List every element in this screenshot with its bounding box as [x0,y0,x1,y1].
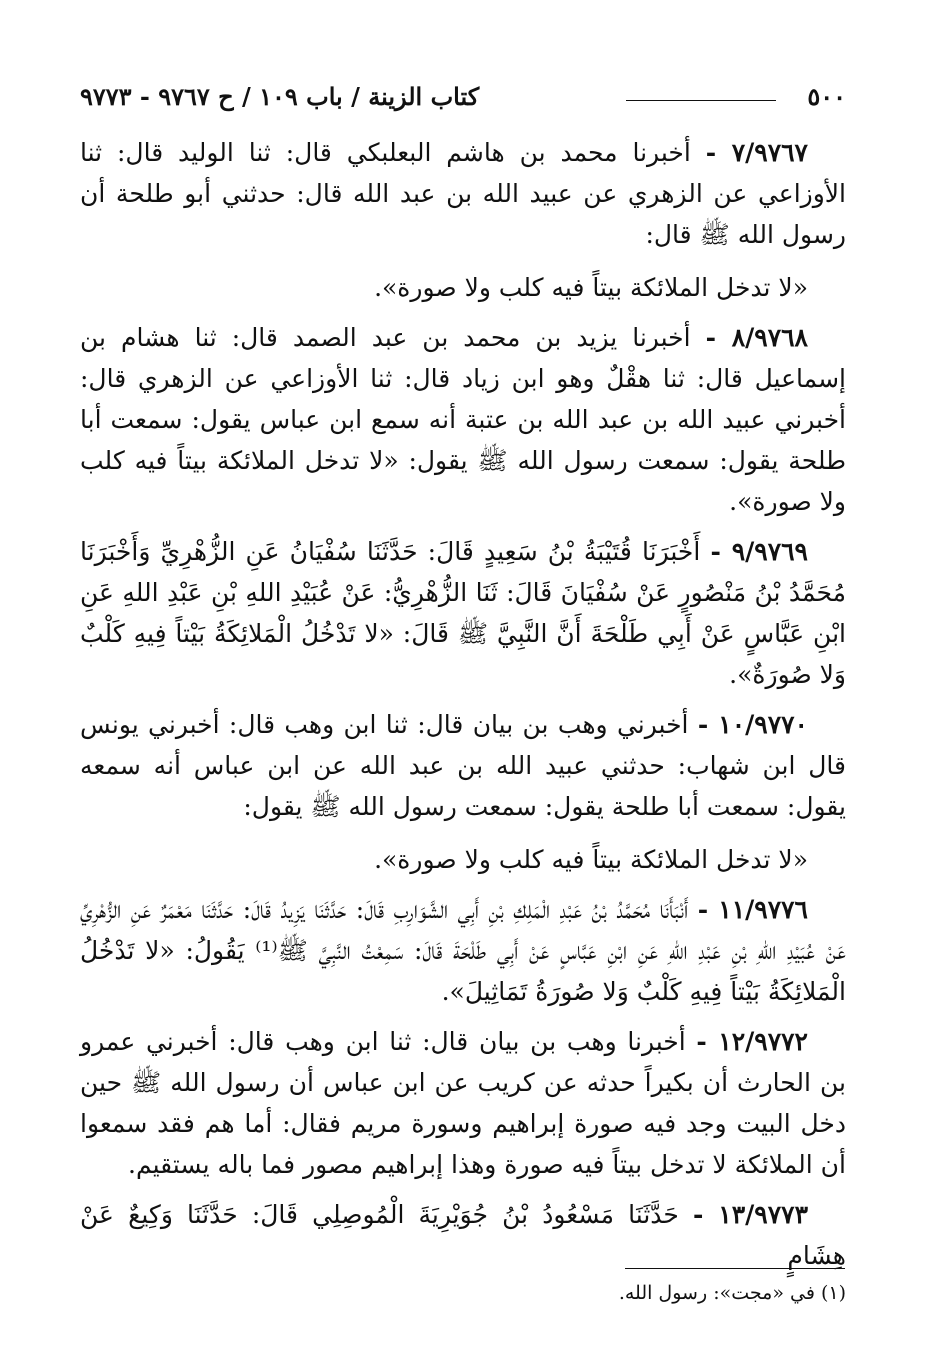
hadith-number: ٩/٩٧٦٩ - [710,537,808,566]
hadith-text: حَدَّثَنَا مَسْعُودُ بْنُ جُوَيْرِيَةَ الْمُوصِلِي قَالَ: حَدَّثَنَا وَكِيعٌ عَنْ هِشَامٍ [80,1200,846,1270]
hadith-text: أخبرنا يزيد بن محمد بن عبد الصمد قال: ثنا هشام بن إسماعيل قال: ثنا هقْلٌ وهو ابن زياد قال: ثنا الأوزاعي عن الزهري قال: أخبرني عبيد الله بن عبد الله بن عتبة أنه سمع ابن عباس يقول: سمعت أبا طلحة يقول: سمعت رسول الله ﷺ يقول: «لا تدخل الملائكة بيتاً فيه كلب ولا صورة». [80,323,846,516]
main-text [80,132,846,1285]
running-header [80,82,846,118]
hadith-entry [80,1194,846,1276]
hadith-entry [80,531,846,695]
hadith-number: ٨/٩٧٦٨ - [705,323,808,352]
footnote-rule [625,1268,845,1269]
hadith-number: ١٠/٩٧٧٠ - [697,710,808,739]
hadith-number: ٧/٩٧٦٧ - [705,138,808,167]
hadith-entry [80,132,846,308]
hadith-quote: «لا تدخل الملائكة بيتاً فيه كلب ولا صورة». [374,845,808,874]
hadith-number: ١٢/٩٧٧٢ - [696,1027,808,1056]
page-number: ٥٠٠ [807,82,846,111]
running-title: كتاب الزينة / باب ١٠٩ / ح ٩٧٦٧ - ٩٧٧٣ [80,82,480,111]
footnote: (١) في «مجت»: رسول الله. [618,1282,846,1304]
hadith-text: أخبرنا محمد بن هاشم البعلبكي قال: ثنا الوليد قال: ثنا الأوزاعي عن الزهري عن عبيد الله بن عبد الله قال: حدثني أبو طلحة أن رسول الله ﷺ قال: [80,138,846,249]
hadith-text: أَخْبَرَنَا قُتَيْبَةُ بْنُ سَعِيدٍ قَالَ: حَدَّثَنَا سُفْيَانُ عَنِ الزُّهْرِيِّ وَأَخْبَرَنَا مُحَمَّدُ بْنُ مَنْصُورٍ عَنْ سُفْيَانَ قَالَ: ثَنَا الزُّهْرِيُّ: عَنْ عُبَيْدِ اللهِ بْنِ عَبْدِ اللهِ عَنِ ابْنِ عَبَّاسٍ عَنْ أَبِي طَلْحَةَ أَنَّ النَّبِيَّ ﷺ قَالَ: «لا تَدْخُلُ الْمَلائِكَةُ بَيْتاً فِيهِ كَلْبٌ وَلا صُورَةٌ». [80,537,846,689]
hadith-entry [80,889,846,1012]
hadith-quote: «لا تدخل الملائكة بيتاً فيه كلب ولا صورة». [374,273,808,302]
hadith-text: أخبرنا وهب بن بيان قال: ثنا ابن وهب قال: أخبرني عمرو بن الحارث أن بكيراً حدثه عن كريب عن ابن عباس أن رسول الله ﷺ حين دخل البيت وجد فيه صورة إبراهيم وسورة مريم فقال: أما هم فقد سمعوا أن الملائكة لا تدخل بيتاً فيه صورة وهذا إبراهيم مصور فما باله يستقيم. [80,1027,846,1179]
hadith-number: ١١/٩٧٧٦ - [697,895,808,924]
header-rule [626,100,776,101]
hadith-text: أخبرني وهب بن بيان قال: ثنا ابن وهب قال: أخبرني يونس قال ابن شهاب: حدثني عبيد الله بن عبد الله عن ابن عباس أنه سمعه يقول: سمعت أبا طلحة يقول: سمعت رسول الله ﷺ يقول: [80,710,846,821]
hadith-entry [80,704,846,880]
hadith-number: ١٣/٩٧٧٣ - [693,1200,808,1229]
hadith-entry [80,1021,846,1185]
hadith-text: أَنْبَأَنَا مُحَمَّدُ بْنُ عَبْدِ الْمَلِكِ بْنِ أَبِي الشَّوَارِبِ قَالَ: حَدَّثَنَا يَزِيدُ قَالَ: حَدَّثَنَا مَعْمَرٌ عَنِ الزُّهْرِيِّ عَنْ عُبَيْدِ اللهِ بْنِ عَبْدِ اللهِ عَنِ ابْنِ عَبَّاسٍ عَنْ أَبِي طَلْحَةَ قَالَ: سَمِعْتُ النَّبِيَّ ﷺ⁽¹⁾ يَقُولُ: «لا تَدْخُلُ الْمَلائِكَةُ بَيْتاً فِيهِ كَلْبٌ وَلا صُورَةُ تَمَاثِيلَ». [80,895,846,1006]
hadith-entry [80,317,846,522]
